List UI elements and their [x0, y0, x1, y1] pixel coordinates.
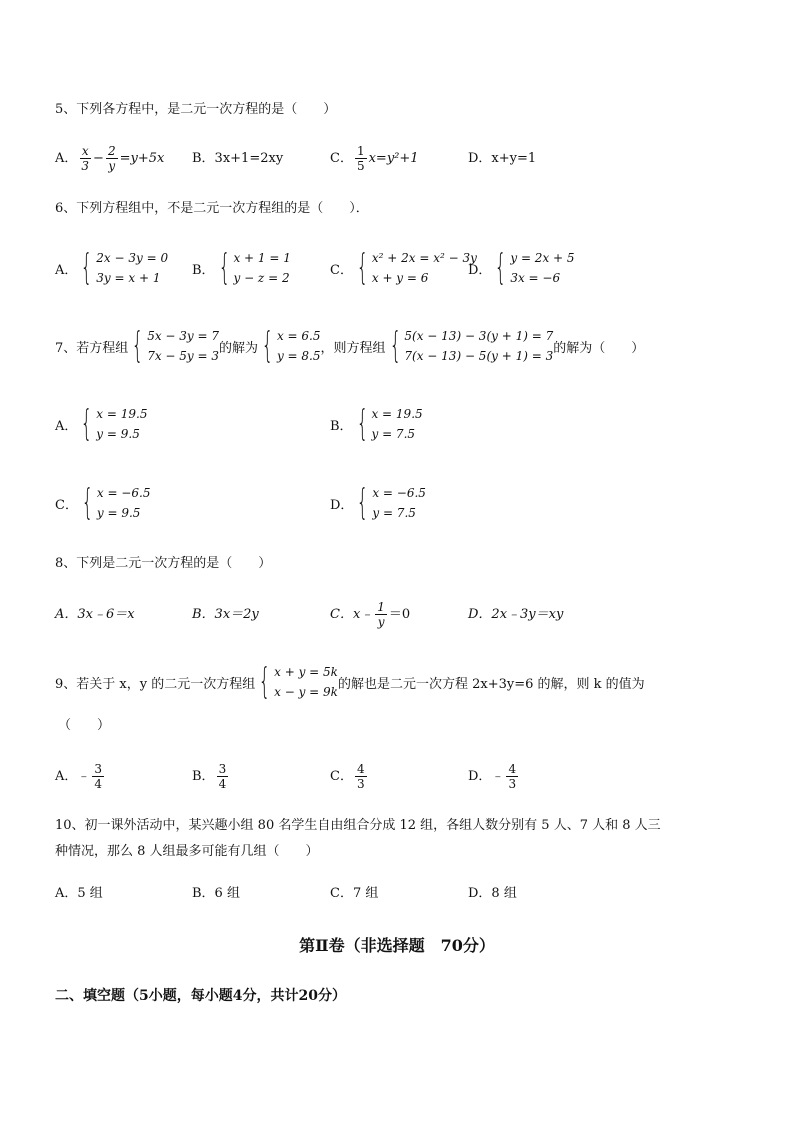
option-label: A． — [55, 418, 78, 434]
fraction: $\frac{1}{y}$ — [377, 600, 385, 629]
brace-icon: { — [258, 661, 271, 702]
q9-option-b[interactable] — [192, 762, 230, 791]
q6-option-d[interactable] — [468, 248, 575, 288]
q10-stem-line1: 10、初一课外活动中，某兴趣小组 80 名学生自由组合分成 12 组，各组人数分别有 5 人、7 人和 8 人三 — [55, 818, 661, 833]
q5-option-a[interactable] — [55, 144, 164, 173]
q6-option-b[interactable] — [192, 248, 291, 288]
brace-icon: { — [357, 482, 369, 523]
q7-option-d[interactable] — [330, 483, 426, 523]
option-text: =y+5x — [119, 150, 165, 166]
brace-icon: { — [132, 325, 144, 366]
equation: x + y = 5k — [274, 665, 338, 679]
option-label: B． — [330, 418, 353, 434]
equation: x − y = 9k — [274, 685, 338, 699]
equation: y = 7.5 — [371, 427, 416, 441]
equation: y = 9.5 — [96, 506, 141, 520]
option-text: ＝0 — [388, 606, 411, 622]
equation: 3x = −6 — [510, 271, 561, 285]
q10-option-a[interactable]: A．5 组 — [55, 886, 103, 901]
section-heading: 二、填空题（5小题，每小题4分，共计20分） — [55, 988, 346, 1004]
part-title: 第Ⅱ卷（非选择题 70分） — [299, 936, 495, 955]
option-text: x=y²+1 — [368, 150, 419, 166]
brace-icon: { — [218, 247, 230, 288]
q7-stem: 7、若方程组 { 5x − 3y = 7 7x − 5y = 3 的解为 { x = 6.5 y = 8.5 ，则方程组 { 5(x − 13) − 3(y + 1) = 7 7(x − 13) − 5(y + 1) = 3 的解为（ ） — [55, 325, 645, 366]
brace-icon: { — [81, 482, 94, 523]
q5-option-c[interactable] — [330, 144, 419, 173]
equation: 2x − 3y = 0 — [96, 251, 169, 265]
equation: y − z = 2 — [233, 271, 290, 285]
option-label: B． — [192, 768, 215, 784]
fraction: $\frac{3}{4}$ — [94, 762, 103, 791]
option-label: B． — [192, 262, 215, 278]
option-label: A．﹣ — [55, 768, 91, 784]
option-label: A． — [55, 150, 78, 166]
q9-answer-blank: （ ） — [58, 718, 111, 733]
equation: x + 1 = 1 — [233, 251, 291, 265]
option-label: C． — [330, 150, 353, 166]
equation: x = 6.5 — [276, 329, 321, 343]
q7-option-b[interactable] — [330, 404, 423, 444]
brace-icon: { — [495, 247, 507, 288]
equation: x² + 2x = x² − 3y — [371, 251, 477, 265]
q6-stem: 6、下列方程组中，不是二元一次方程组的是（ ）． — [55, 201, 369, 216]
equation: 5x − 3y = 7 — [147, 329, 220, 343]
equation: x = 19.5 — [371, 407, 423, 421]
option-label: C． — [55, 497, 78, 513]
q5-stem: 5、下列各方程中，是二元一次方程的是（ ） — [55, 102, 337, 117]
q10-stem-line2: 种情况，那么 8 人组最多可能有几组（ ） — [55, 844, 319, 859]
equation: x + y = 6 — [371, 271, 429, 285]
option-label: C．x﹣ — [330, 606, 374, 622]
q9-option-c[interactable] — [330, 762, 369, 791]
brace-icon: { — [261, 325, 274, 366]
fraction: $\frac{2}{y}$ — [107, 144, 116, 173]
fraction: $\frac{4}{3}$ — [356, 762, 365, 791]
equation: y = 7.5 — [372, 506, 416, 520]
equation: y = 8.5 — [276, 349, 321, 363]
option-label: A． — [55, 262, 78, 278]
brace-icon: { — [81, 403, 93, 444]
q8-option-c[interactable] — [330, 600, 410, 629]
q8-option-b[interactable]: B．3x＝2y — [192, 607, 259, 622]
brace-icon: { — [356, 247, 369, 288]
option-label: D． — [468, 262, 492, 278]
option-label: C． — [330, 768, 353, 784]
q7-option-c[interactable] — [55, 483, 150, 523]
q7-option-a[interactable] — [55, 404, 147, 444]
minus-sign: − — [93, 150, 104, 166]
q9-stem: 9、若关于 x，y 的二元一次方程组 { x + y = 5k x − y = 9k 的解也是二元一次方程 2x+3y=6 的解，则 k 的值为 — [55, 661, 645, 702]
fraction: $\frac{3}{4}$ — [218, 762, 227, 791]
option-label: D． — [330, 497, 354, 513]
brace-icon: { — [389, 325, 401, 366]
fraction: $\frac{x}{3}$ — [81, 144, 90, 173]
fraction: $\frac{1}{5}$ — [356, 144, 365, 173]
q10-option-c[interactable]: C．7 组 — [330, 886, 379, 901]
equation: 3y = x + 1 — [96, 271, 161, 285]
q9-option-d[interactable] — [468, 762, 520, 791]
q8-option-d[interactable]: D．2x﹣3y＝xy — [468, 607, 564, 622]
fraction: $\frac{4}{3}$ — [508, 762, 517, 791]
equation: x = −6.5 — [372, 486, 426, 500]
q10-option-b[interactable]: B．6 组 — [192, 886, 240, 901]
q5-option-b[interactable]: B．3x+1=2xy — [192, 151, 284, 166]
brace-icon: { — [81, 247, 93, 288]
equation: 7(x − 13) − 5(y + 1) = 3 — [404, 349, 554, 363]
q8-stem: 8、下列是二元一次方程的是（ ） — [55, 556, 272, 571]
brace-icon: { — [356, 403, 368, 444]
q6-option-a[interactable] — [55, 248, 168, 288]
equation: x = 19.5 — [96, 407, 148, 421]
q9-option-a[interactable] — [55, 762, 106, 791]
equation: 5(x − 13) − 3(y + 1) = 7 — [404, 329, 554, 343]
q6-option-c[interactable] — [330, 248, 477, 288]
equation: y = 9.5 — [96, 427, 140, 441]
q8-option-a[interactable]: A．3x﹣6＝x — [55, 607, 135, 622]
option-label: C． — [330, 262, 353, 278]
q10-option-d[interactable]: D．8 组 — [468, 886, 517, 901]
equation: 7x − 5y = 3 — [147, 349, 220, 363]
option-label: D．﹣ — [468, 768, 505, 784]
equation: x = −6.5 — [96, 486, 151, 500]
equation: y = 2x + 5 — [510, 251, 575, 265]
q5-option-d[interactable]: D．x+y=1 — [468, 151, 537, 166]
